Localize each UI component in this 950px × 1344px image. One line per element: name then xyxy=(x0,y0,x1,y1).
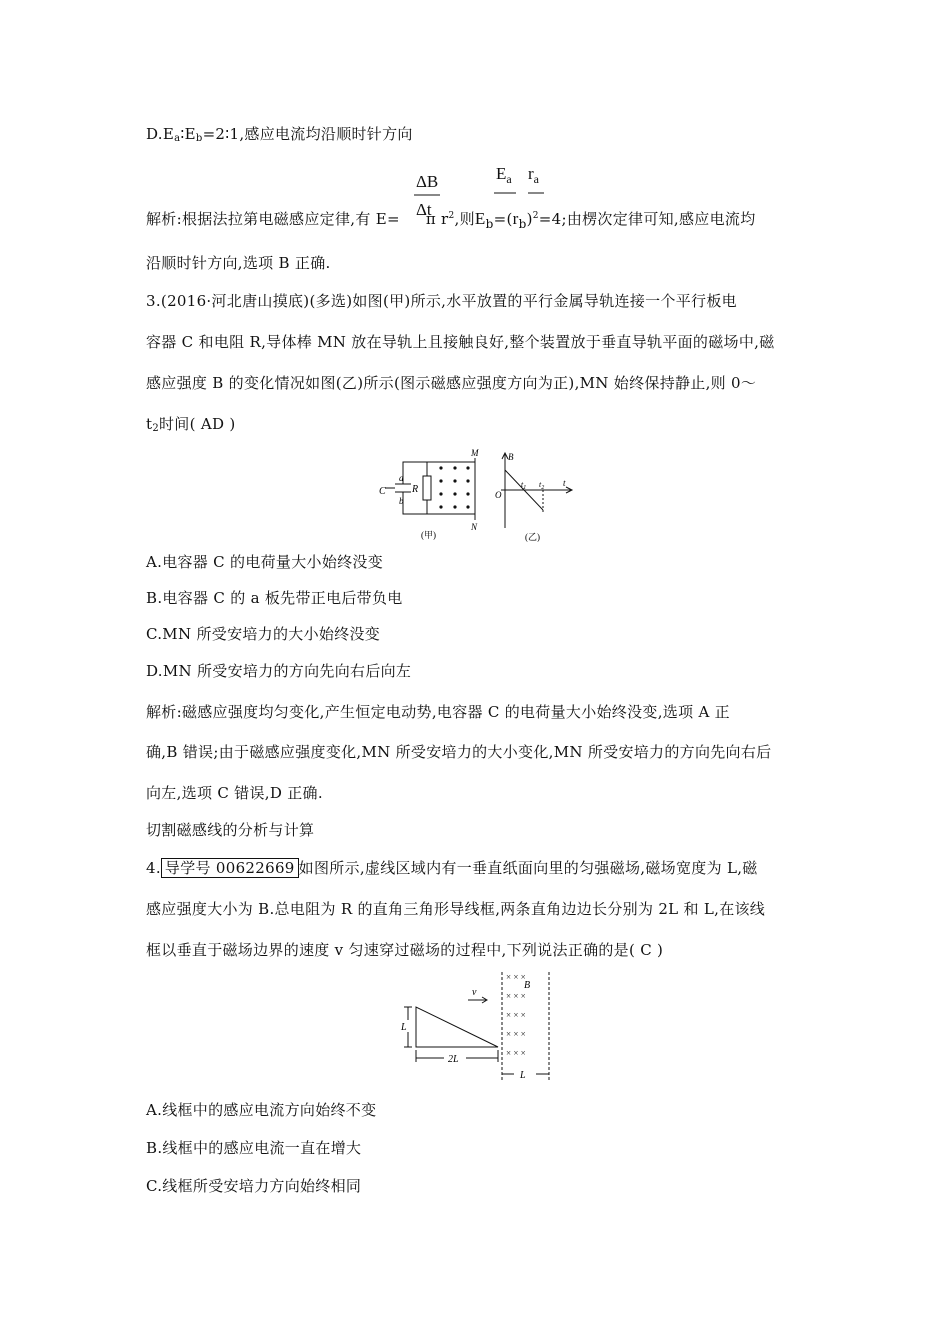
q4-figure xyxy=(398,970,558,1088)
q3-figure xyxy=(375,448,585,548)
q4-line1: 4. 导学号 00622669 如图所示,虚线区域内有一垂直纸面向里的匀强磁场,磁场宽度为 L,磁 xyxy=(146,859,758,877)
svg-text:× × ×: × × × xyxy=(506,1029,526,1039)
q3-analysis-line2: 确,B 错误;由于磁感应强度变化,MN 所受安培力的大小变化,MN 所受安培力的方向先向右后 xyxy=(146,743,772,761)
section-title: 切割磁感线的分析与计算 xyxy=(146,821,315,839)
q3-analysis-line1: 解析:磁感应强度均匀变化,产生恒定电动势,电容器 C 的电荷量大小始终没变,选项 A 正 xyxy=(146,703,730,721)
frac-bar-2 xyxy=(494,192,516,194)
q3-option-d: D.MN 所受安培力的方向先向右后向左 xyxy=(146,662,412,680)
fig-label-t1: $t_1$ xyxy=(521,480,527,491)
q3-line4: t2时间( AD ) xyxy=(146,415,236,434)
svg-text:× × ×: × × × xyxy=(506,1048,526,1058)
q4-line2: 感应强度大小为 B.总电阻为 R 的直角三角形导线框,两条直角边边长分别为 2L 和 L,在该线 xyxy=(146,900,766,918)
q4-option-b: B.线框中的感应电流一直在增大 xyxy=(146,1139,362,1157)
q4-option-a: A.线框中的感应电流方向始终不变 xyxy=(146,1101,377,1119)
q4-option-c: C.线框所受安培力方向始终相同 xyxy=(146,1177,362,1195)
fig-label-L-width: L xyxy=(520,1070,526,1081)
svg-text:× × ×: × × × xyxy=(506,972,526,982)
fig-label-t: t xyxy=(563,478,566,488)
fig-label-R: R xyxy=(412,484,419,495)
fig-label-C: C xyxy=(379,486,386,497)
fig-label-t2: $t_2$ xyxy=(539,480,545,491)
fig-label-b: b xyxy=(399,496,404,506)
q3-line2: 容器 C 和电阻 R,导体棒 MN 放在导轨上且接触良好,整个装置放于垂直导轨平面的磁场中,磁 xyxy=(146,333,775,351)
fig-caption-jia: (甲) xyxy=(421,530,436,540)
q3-line3: 感应强度 B 的变化情况如图(乙)所示(图示磁感应强度方向为正),MN 始终保持静止,则 0～ xyxy=(146,374,757,392)
q3-line1: 3.(2016·河北唐山摸底)(多选)如图(甲)所示,水平放置的平行金属导轨连接一个平行板电 xyxy=(146,292,737,310)
frac-Ea: $E_a$ xyxy=(496,164,512,186)
q3-analysis-line3: 向左,选项 C 错误,D 正确. xyxy=(146,784,323,802)
question-id-box: 导学号 00622669 xyxy=(161,858,299,878)
q2-option-d: D.Ea∶Eb=2∶1,感应电流均沿顺时针方向 xyxy=(146,125,413,144)
fig-label-2L: 2L xyxy=(448,1054,459,1065)
q3-option-c: C.MN 所受安培力的大小始终没变 xyxy=(146,625,381,643)
q3-option-b: B.电容器 C 的 a 板先带正电后带负电 xyxy=(146,589,403,607)
q2-analysis-line2: 沿顺时针方向,选项 B 正确. xyxy=(146,254,331,272)
frac-bar-3 xyxy=(528,192,544,194)
frac-ra: $r_a$ xyxy=(528,164,539,186)
frac-bar-1 xyxy=(414,194,440,196)
q2-analysis-line1: 解析:根据法拉第电磁感应定律,有 E= π $r^2$,则$E_b=(r_b)^2=4$;由楞次定律可知,感应电流均 xyxy=(146,209,756,231)
fig-caption-yi: (乙) xyxy=(525,532,540,542)
svg-text:× × ×: × × × xyxy=(506,1010,526,1020)
frac-dt: Δt xyxy=(416,200,432,219)
fig-label-N: N xyxy=(471,522,478,532)
frac-dB: ΔB xyxy=(416,172,439,191)
fig-label-B: B xyxy=(524,980,531,991)
fig-label-a: a xyxy=(399,473,404,483)
svg-text:× × ×: × × × xyxy=(506,991,526,1001)
fig-label-B: B xyxy=(508,452,514,462)
fig-label-M: M xyxy=(471,448,479,458)
q4-line3: 框以垂直于磁场边界的速度 v 匀速穿过磁场的过程中,下列说法正确的是( C ) xyxy=(146,941,664,959)
q3-option-a: A.电容器 C 的电荷量大小始终没变 xyxy=(146,553,384,571)
fig-label-L: L xyxy=(401,1022,407,1033)
fig-label-v: v xyxy=(472,987,477,998)
fig-label-O: O xyxy=(495,490,502,500)
